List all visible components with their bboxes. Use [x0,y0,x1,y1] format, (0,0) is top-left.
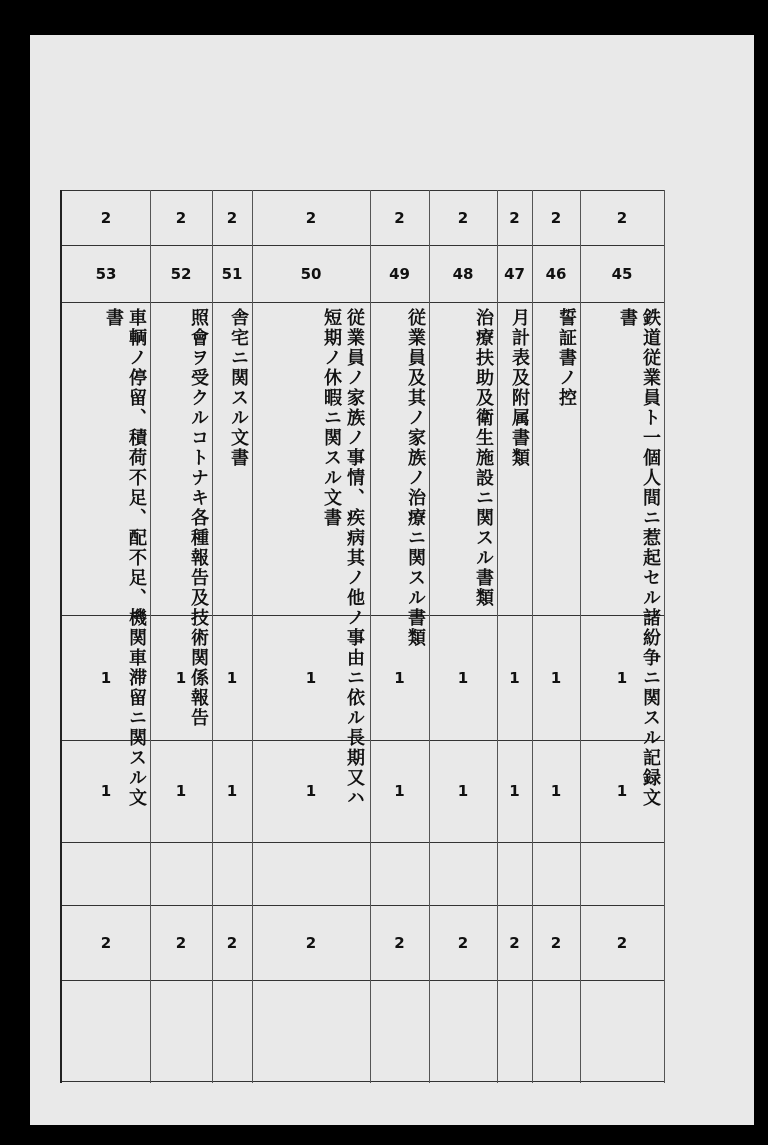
row-rule [62,980,664,981]
cell-title: 従業員及其ノ家族ノ治療ニ関スル書類 [405,308,426,648]
cell-top: 2 [100,208,112,227]
cell-bottom: 2 [175,933,187,952]
cell-bottom: 2 [550,933,562,952]
cell-mark-2: 1 [305,782,317,800]
cell-mark-1: 1 [305,668,317,687]
cell-number: 46 [545,264,567,283]
cell-mark-1: 1 [616,668,628,687]
cell-title: 舎宅ニ関スル文書 [228,308,249,468]
cell-bottom: 2 [226,933,238,952]
cell-mark-1: 1 [550,668,562,687]
row-rule [62,1081,664,1082]
cell-mark-2: 1 [100,782,112,800]
cell-number: 53 [95,264,117,283]
cell-number: 52 [170,264,192,283]
cell-mark-2: 1 [226,782,238,800]
cell-number: 47 [504,264,525,283]
cell-title: 治療扶助及衛生施設ニ関スル書類 [473,308,494,608]
cell-title: 照會ヲ受クルコトナキ各種報告及技術関係報告 [188,308,209,728]
cell-mark-2: 1 [509,782,520,800]
cell-mark-1: 1 [100,668,112,687]
cell-top: 2 [509,208,520,227]
archive-table [60,190,665,1083]
cell-mark-1: 1 [457,668,469,687]
cell-mark-1: 1 [509,668,520,687]
cell-mark-2: 1 [457,782,469,800]
cell-bottom: 2 [457,933,469,952]
cell-mark-1: 1 [175,668,187,687]
cell-number: 45 [611,264,633,283]
cell-number: 49 [389,264,410,283]
row-rule [62,842,664,843]
cell-top: 2 [394,208,405,227]
cell-top: 2 [175,208,187,227]
cell-bottom: 2 [305,933,317,952]
cell-mark-2: 1 [394,782,405,800]
cell-top: 2 [226,208,238,227]
cell-mark-2: 1 [550,782,562,800]
cell-bottom: 2 [616,933,628,952]
cell-title: 鉄道従業員ト一個人間ニ惹起セル諸紛争ニ関スル記録文書 [617,308,661,808]
cell-number: 51 [221,264,243,283]
cell-title: 月計表及附属書類 [509,308,530,468]
cell-title: 従業員ノ家族ノ事情、疾病其ノ他ノ事由ニ依ル長期又ハ短期ノ休暇ニ関スル文書 [321,308,365,808]
cell-top: 2 [550,208,562,227]
cell-mark-2: 1 [175,782,187,800]
cell-bottom: 2 [394,933,405,952]
cell-top: 2 [305,208,317,227]
cell-number: 48 [452,264,474,283]
cell-top: 2 [457,208,469,227]
cell-title: 誓証書ノ控 [556,308,577,408]
cell-top: 2 [616,208,628,227]
cell-mark-1: 1 [226,668,238,687]
cell-number: 50 [300,264,322,283]
cell-mark-2: 1 [616,782,628,800]
cell-bottom: 2 [100,933,112,952]
cell-title: 車輌ノ停留、積荷不足、配不足、機関車滞留ニ関スル文書 [103,308,147,808]
cell-mark-1: 1 [394,668,405,687]
row-rule [62,302,664,303]
cell-bottom: 2 [509,933,520,952]
